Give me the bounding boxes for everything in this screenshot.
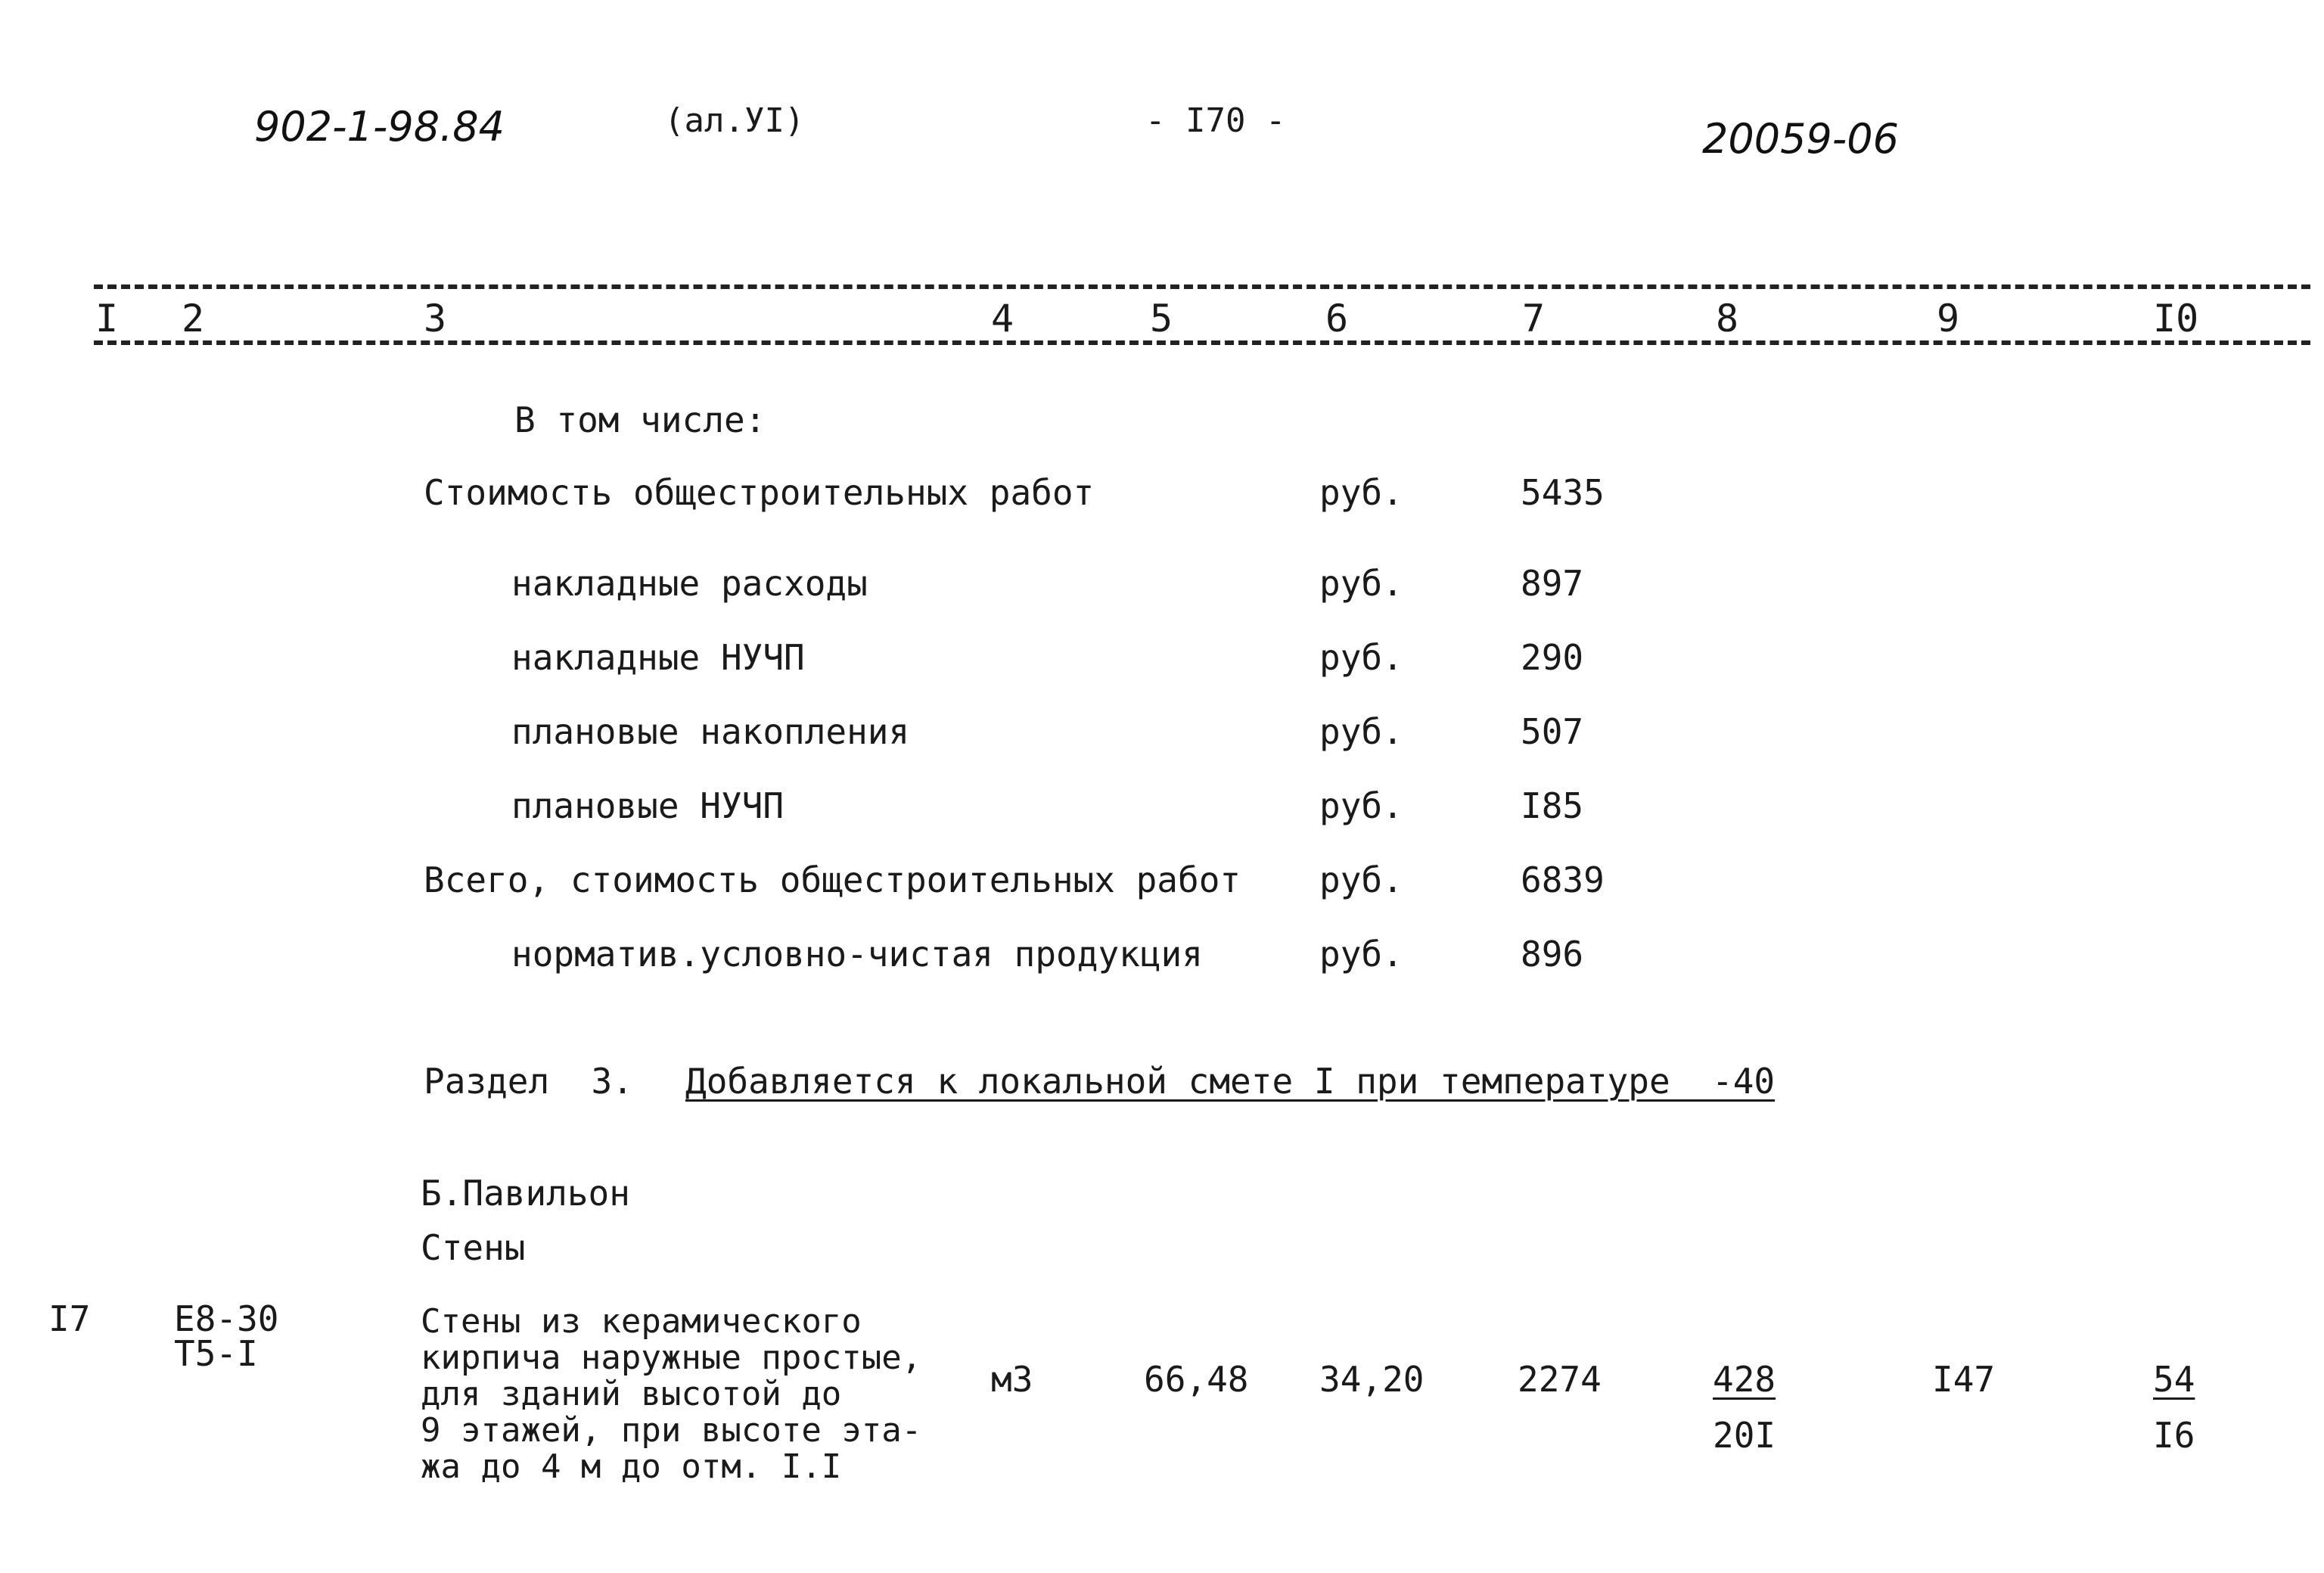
item-description-line: жа до 4 м до отм. I.I xyxy=(421,1447,842,1486)
summary-intro: В том числе: xyxy=(514,399,766,440)
sheet-ref: (ал.УI) xyxy=(664,101,805,140)
summary-row-label: Стоимость общестроительных работ xyxy=(424,472,1095,513)
summary-row-value: 896 xyxy=(1521,934,1584,975)
summary-row-label: плановые НУЧП xyxy=(511,785,785,826)
summary-row-label: накладные расходы xyxy=(511,563,868,604)
column-number: 8 xyxy=(1716,297,1739,340)
summary-row-label: Всего, стоимость общестроительных работ xyxy=(424,860,1241,900)
column-number: 7 xyxy=(1522,297,1546,340)
summary-row-unit: руб. xyxy=(1319,934,1403,975)
section-prefix: Раздел 3. xyxy=(424,1061,633,1102)
summary-row-label: плановые накопления xyxy=(511,711,910,752)
item-col9: I47 xyxy=(1932,1359,1996,1400)
item-col10-top: 54 xyxy=(2153,1359,2195,1400)
summary-row-value: 290 xyxy=(1521,637,1584,678)
item-total: 2274 xyxy=(1518,1359,1602,1400)
item-unit-price: 34,20 xyxy=(1319,1359,1425,1400)
summary-row-unit: руб. xyxy=(1319,785,1403,826)
summary-row-value: 507 xyxy=(1521,711,1584,752)
summary-row-unit: руб. xyxy=(1319,860,1403,900)
item-col8-bottom: 20I xyxy=(1713,1415,1776,1456)
item-code: Е8-30 xyxy=(174,1298,279,1339)
table-header-top-rule xyxy=(94,284,2310,289)
item-number: I7 xyxy=(48,1298,91,1339)
column-number: 3 xyxy=(424,297,447,340)
item-description-line: 9 этажей, при высоте эта- xyxy=(421,1411,922,1450)
summary-row-value: 6839 xyxy=(1521,860,1605,900)
series-number: 20059-06 xyxy=(1702,115,1899,163)
column-number: 2 xyxy=(182,297,205,340)
item-quantity: 66,48 xyxy=(1144,1359,1249,1400)
summary-row-unit: руб. xyxy=(1319,711,1403,752)
column-number: I xyxy=(95,297,119,340)
document-code: 902-1-98.84 xyxy=(254,103,505,151)
item-col8-top: 428 xyxy=(1713,1359,1776,1400)
building-part: Стены xyxy=(421,1227,526,1268)
summary-row-label: норматив.условно-чистая продукция xyxy=(511,934,1203,975)
item-code: Т5-I xyxy=(174,1333,258,1374)
page-number: - I70 - xyxy=(1145,101,1286,140)
summary-row-unit: руб. xyxy=(1319,637,1403,678)
column-number: 6 xyxy=(1325,297,1349,340)
summary-row-value: I85 xyxy=(1521,785,1584,826)
summary-row-value: 5435 xyxy=(1521,472,1605,513)
item-col10-bottom: I6 xyxy=(2153,1415,2195,1456)
item-description-line: кирпича наружные простые, xyxy=(421,1338,922,1377)
summary-row-label: накладные НУЧП xyxy=(511,637,805,678)
table-header-bottom-rule xyxy=(94,340,2310,345)
item-unit: м3 xyxy=(991,1359,1033,1400)
section-title: Добавляется к локальной смете I при температуре -40 xyxy=(685,1061,1776,1102)
building-name: Б.Павильон xyxy=(421,1173,630,1214)
column-number: I0 xyxy=(2153,297,2199,340)
summary-row-unit: руб. xyxy=(1319,563,1403,604)
column-number: 9 xyxy=(1937,297,1960,340)
summary-row-unit: руб. xyxy=(1319,472,1403,513)
column-number: 4 xyxy=(991,297,1014,340)
column-number: 5 xyxy=(1150,297,1173,340)
summary-row-value: 897 xyxy=(1521,563,1584,604)
item-description-line: для зданий высотой до xyxy=(421,1375,842,1413)
item-description-line: Стены из керамического xyxy=(421,1302,862,1341)
